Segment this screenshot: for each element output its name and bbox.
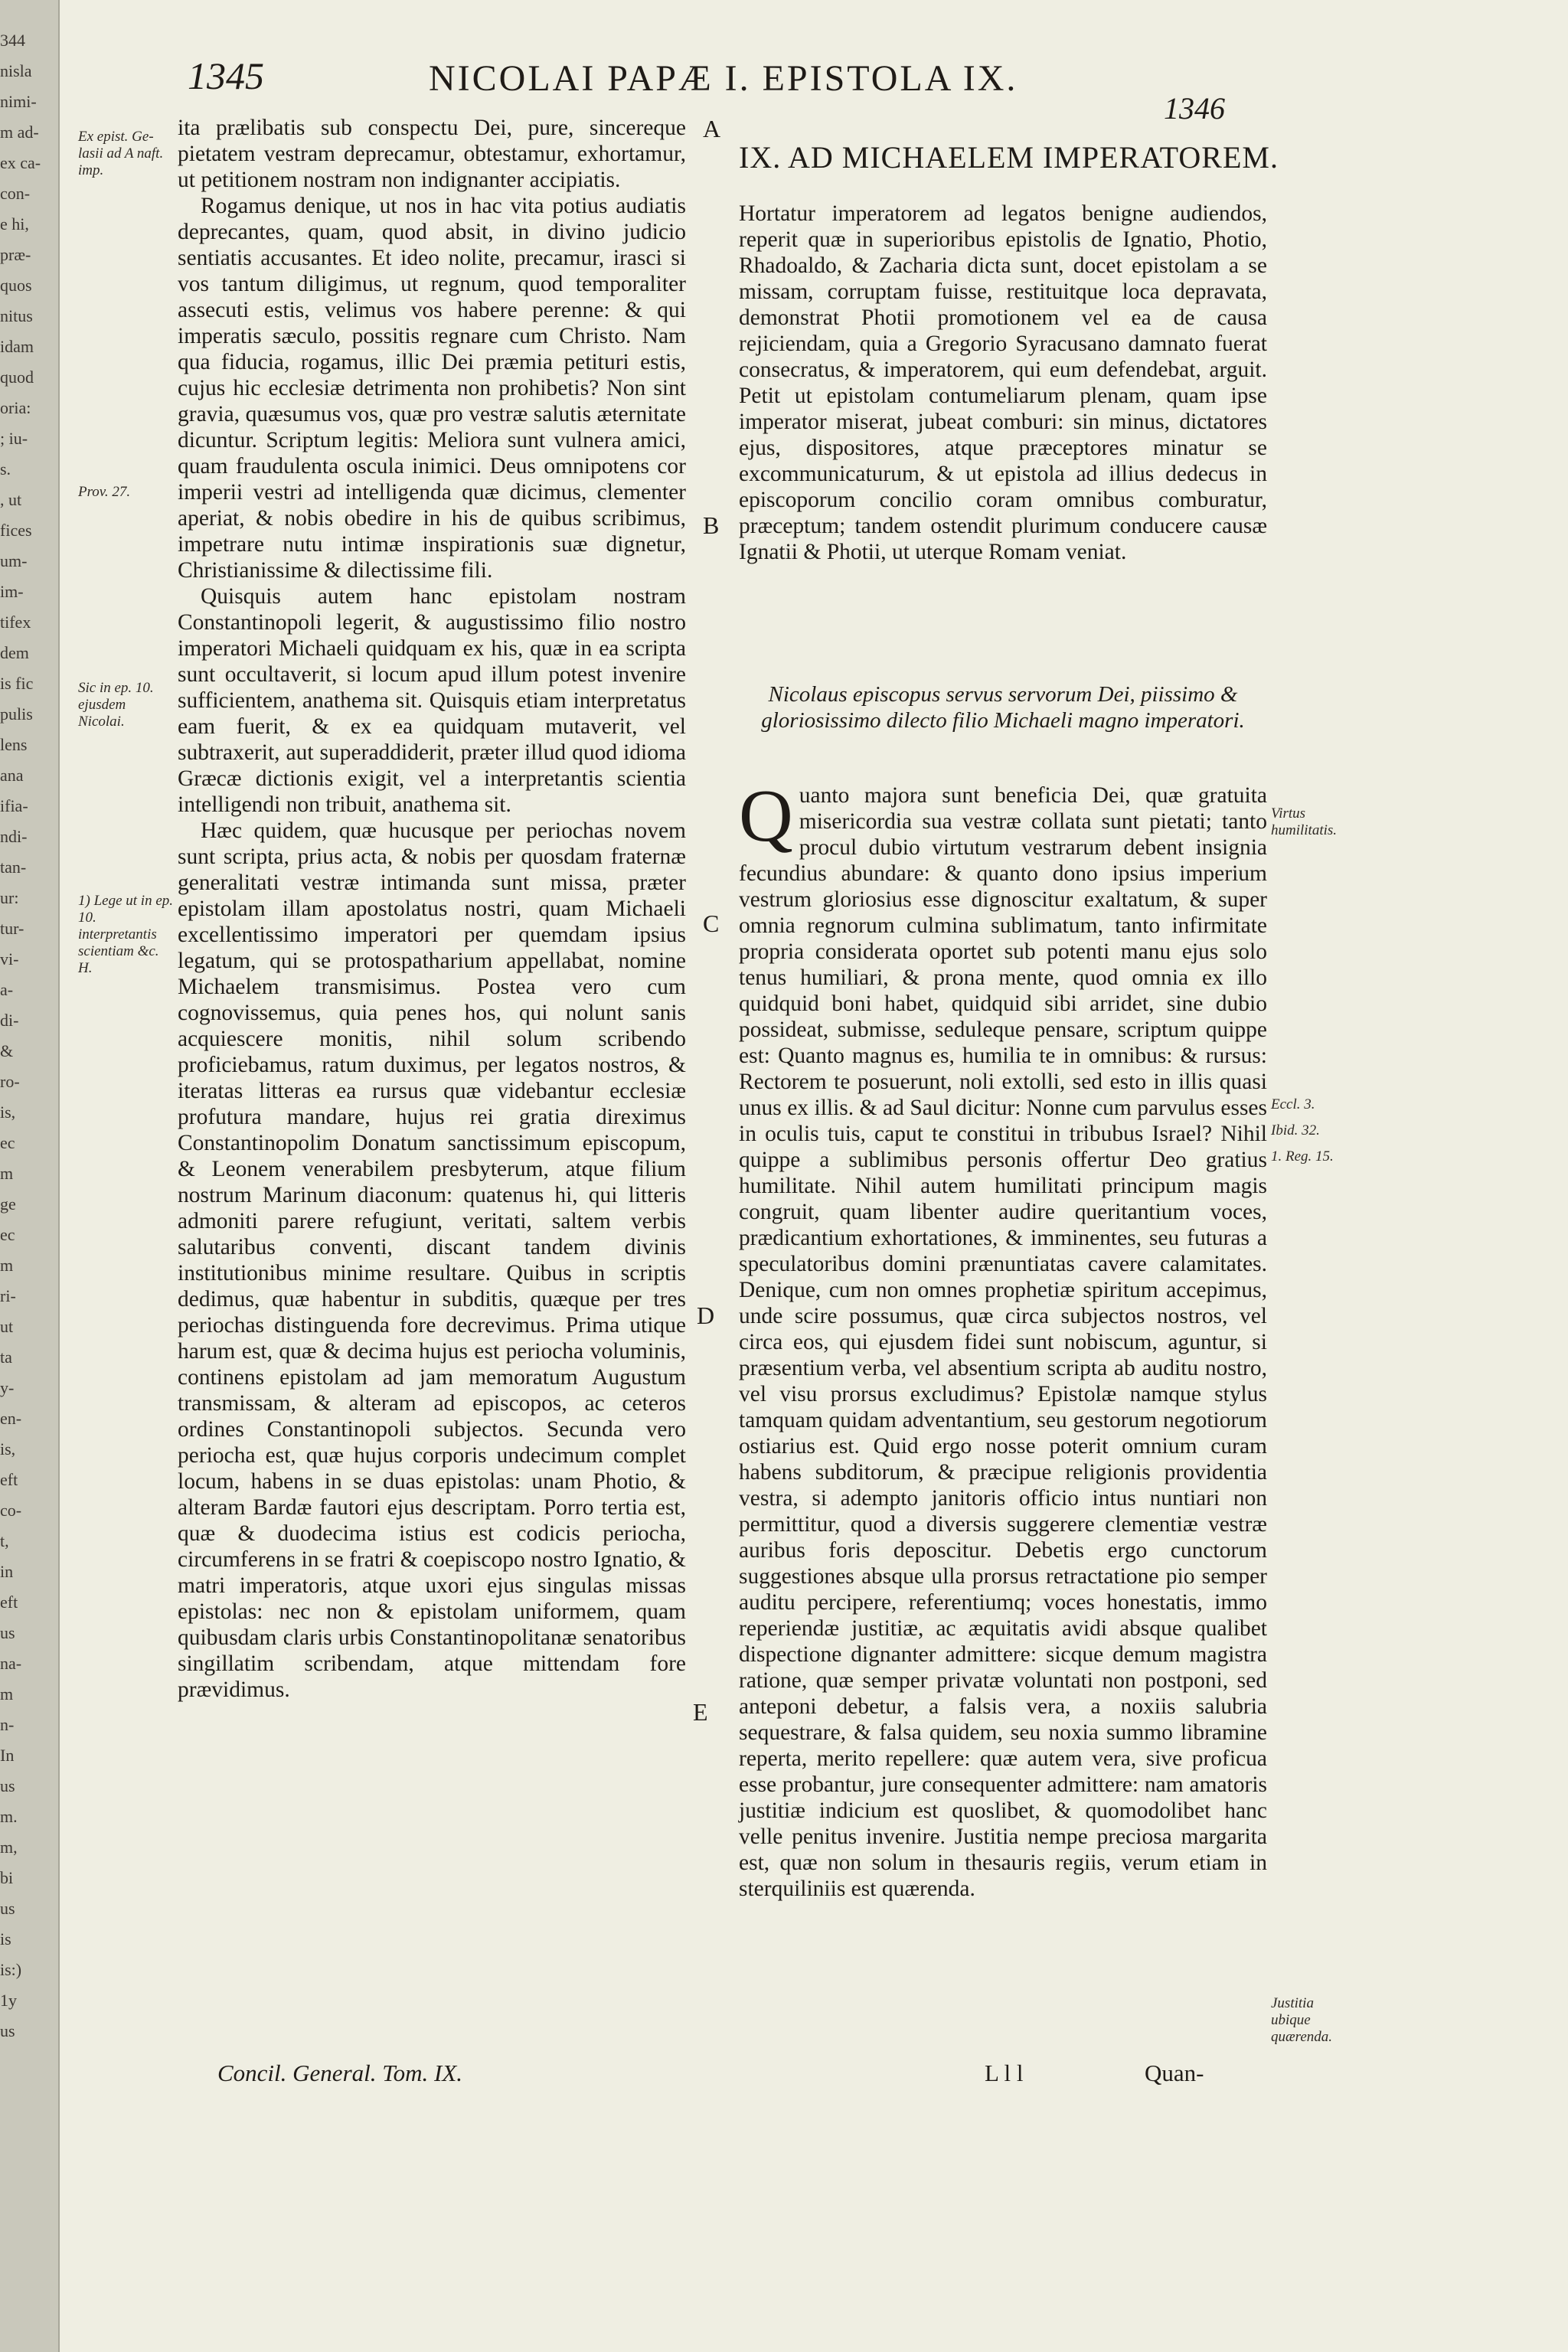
edge-fragment: tan- [0,858,27,877]
dropcap: Q [739,775,793,858]
edge-fragment: co- [0,1501,22,1520]
edge-fragment: t, [0,1531,9,1550]
edge-fragment: is, [0,1439,16,1459]
edge-fragment: en- [0,1409,22,1428]
edge-fragment: e hi, [0,214,29,234]
edge-fragment: oria: [0,398,31,417]
paragraph: Hæc quidem, quæ hucusque per periochas novem sunt scripta, prius acta, & nobis per quosdam fraternæ generalitati vestræ intimanda sunt missa, præter epistolam illam apostolatus nostri, quam Michaeli excellentissimo imperatori per quemdam ipsius legatum, qui se protospatharium appellabat, nomine Michaelem transmisimus. Postea vero cum cognovissemus, quia penes hos, qui nolunt sanis acquiescere monitis, nihil solum scribendo proficiebamus, ratum duximus, per legatos nostros, & iteratas litteras ea rursus quæ videbantur ecclesiæ profutura mandare, hujus rei gratia direximus Constantinopolim Donatum sanctissimum episcopum, & Leonem venerabilem presbyterum, atque filium nostrum Marinum diaconum: quatenus hi, qui litteris admoniti parere refugiunt, veritati, saltem verbis salutaribus conventi, discant tandem divinis institutionibus minime resultare. Quibus in scriptis dedimus, quæ habentur in subditis, quæque per tres periochas distinguenda fore decrevimus. Prima utique harum est, quæ & decima hujus est periocha voluminis, continens epistolam ad jam memoratum Augustum transmissam, & alteram ad episcopos, ac ceteros ordines Constantinopoli subjectos. Secunda vero periocha est, quæ hujus corporis undecimum complet locum, habens in se duas epistolas: unam Photio, & alteram Bardæ fautori ejus descriptam. Porro tertia est, quæ & duodecima istius est codicis periocha, circumferens in se fratri & coepiscopo nostro Ignatio, & matri imperatoris, atque uxori ejus singulas missas epistolas: nec non & epistolam uniformem, quam quibusdam claris urbis Constantinopolitanæ senatoribus singillatim scribendam, atque mittendam fore prævidimus. [178,818,686,1702]
edge-fragment: ana [0,766,24,785]
edge-fragment: præ- [0,245,31,264]
edge-fragment: ri- [0,1286,16,1305]
left-column [178,115,686,1703]
edge-fragment: ro- [0,1072,20,1091]
edge-fragment: is, [0,1102,16,1122]
edge-fragment: m. [0,1807,18,1826]
edge-fragment: im- [0,582,24,601]
right-page-number: 1346 [1164,91,1225,126]
edge-fragment: ut [0,1317,14,1336]
edge-fragment: fices [0,521,32,540]
margin-note: Ibid. 32. [1271,1122,1320,1138]
edge-fragment: ndi- [0,827,28,846]
edge-fragment: tur- [0,919,24,938]
margin-note: Sic in ep. 10. ejusdem Nicolai. [78,680,154,730]
letter-summary [739,201,1267,565]
edge-fragment: y- [0,1378,15,1397]
margin-note: Eccl. 3. [1271,1096,1315,1112]
edge-fragment: vi- [0,949,19,969]
edge-fragment: na- [0,1654,22,1673]
edge-fragment: 344 [0,31,25,50]
section-title: IX. AD MICHAELEM IMPERATOREM. [739,140,1279,175]
margin-note: Ex epist. Ge-lasii ad A naft. imp. [78,129,164,178]
section-letter: D [697,1302,715,1329]
edge-fragment: con- [0,184,31,203]
edge-fragment: eft [0,1470,18,1489]
section-letter: E [693,1698,708,1726]
edge-fragment: bi [0,1868,14,1887]
right-column-body [739,775,1267,1902]
edge-fragment: us [0,2021,15,2040]
body-text: uanto majora sunt beneficia Dei, quæ gratuita misericordia sua vestræ collata sunt pietati; tanto procul dubio virtutum vestrarum debent insignia fecundius abundare: & quanto dono ipsius imperium vestrum gloriosius esse dignoscitur exaltatum, & super omnia regnorum culmina sublimatum, tanto infirmitate propria considerata oportet sub potenti manu ejus solo tenus humiliari, & prona mente, quod omnia ex illo quidquid boni habet, quidquid sibi arridet, sine dubio possideat, submisse, seduleque pensare, scriptum quippe est: Quanto magnus es, humilia te in omnibus: & rursus: Rectorem te posuerunt, noli extolli, sed esto in illis quasi unus ex illis. & ad Saul dicitur: Nonne cum parvulus esses in oculis tuis, caput te constitui in tribubus Israel? Nihil quippe a sublimibus personis offertur Deo gratius humilitate. Nihil autem humilitati principum magis congruit, quam libenter audire queritantium voces, prædicantium exhortationes, & imminentes, seu futuras a speculatoribus domini prænuntiatas cavere calamitates. Denique, cum non omnes prophetiæ spiritum accepimus, unde scire possumus, quæ circa subjectos nostros, vel circa eos, qui ejusdem fidei sunt nobiscum, aguntur, si præsentium verba, vel absentium scripta ab auditu nostro, vel visu prorsus excludimus? Epistolæ namque stylus tamquam quidam adventantium, seu gestorum negotiorum ostiarius est. Quid ergo nosse poterit omnium curam habens subditorum, & præcipue religionis providentia vestra, si adempto janitoris officio intus nuntiari non permittitur, quod a diversis suggerere clementiæ vestræ auribus foris deposcitur. Debetis ergo cunctorum suggestiones absque ulla prorsus retractatione pio semper auditu percipere, referentiumq; voces honestatis, immo reperiendæ justitiæ, ac æquitatis avidi absque qualibet dispectione dignanter admittere: sicque demum magistra ratione, quæ semper privatæ voluntati non postponi, sed anteponi debetur, a falsis vera, a noxiis salubria sequestrare, & falsa quidem, seu noxia summo libramine reperta, merito repellere: quæ autem vera, sive proficua esse probantur, jure consequenter admittere: nam amatoris justitiæ indicium est quoslibet, & quomodolibet hanc velle penitus invenire. Justitia nempe preciosa margarita est, quæ non solum in thesauris regiis, verum etiam in sterquiliniis est quærenda. [739,783,1267,1901]
edge-fragment: us [0,1776,15,1795]
section-letter: C [703,910,720,937]
edge-fragment: nitus [0,306,33,325]
edge-fragment: us [0,1899,15,1918]
edge-fragment: , ut [0,490,22,509]
margin-note: Justitia ubique quærenda. [1271,1995,1333,2045]
volume-footer: Concil. General. Tom. IX. [217,2060,463,2086]
left-page-number: 1345 [188,54,264,97]
edge-fragment: di- [0,1011,19,1030]
edge-fragment: m [0,1684,14,1704]
edge-fragment: lens [0,735,28,754]
edge-fragment: in [0,1562,14,1581]
edge-fragment: 1y [0,1991,17,2010]
edge-fragment: a- [0,980,14,999]
edge-fragment: us [0,1623,15,1642]
section-letter: B [703,511,720,539]
edge-fragment: nimi- [0,92,37,111]
edge-fragment: quos [0,276,32,295]
paragraph: Quisquis autem hanc epistolam nostram Constantinopoli legerit, & augustissimo filio nostro imperatori Michaeli quidquam ex his, quæ in ea scripta sunt occultaverit, si locum apud illum potest invenire sufficientem, anathema sit. Quisquis etiam interpretatus eam fuerit, & ex ea quidquam mutaverit, vel subtraxerit, aut superaddiderit, præter illud quod idioma Græcæ dictionis exigit, vel a interpretantis scientia intelligendi non tribuit, anathema sit. [178,584,686,817]
edge-fragment: ifia- [0,796,28,815]
paragraph: Rogamus denique, ut nos in hac vita potius audiatis deprecantes, quam, quod absit, in divino judicio sentiatis accusantes. Et ideo nolite, precamur, irasci si vos tantum diligimus, ut regnum, quod temporaliter assecuti estis, velimus vos habere perenne: & qui imperatis sæculo, possitis regnare cum Christo. Nam qua fiducia, rogamus, illic Dei præmia petituri estis, cujus hic ecclesiæ detrimenta non prohibetis? Non sint gravia, quæsumus vos, quæ pro vestræ salutis æternitate dicuntur. Scriptum legitis: Meliora sunt vulnera amici, quam fraudulenta oscula inimici. Deus omnipotens cor imperii vestri ad intelligenda quæ dicimus, clementer aperiat, & nobis obedire in his de quibus scribimus, impetrare nutu intimæ inspirationis suæ dignetur, Christianissime & dilectissime fili. [178,194,686,583]
margin-note: 1) Lege ut in ep. 10. interpretantis scientiam &c. H. [78,893,174,976]
margin-note: Prov. 27. [78,484,131,500]
edge-fragment: ec [0,1225,15,1244]
edge-fragment: is [0,1929,11,1949]
margin-note: 1. Reg. 15. [1271,1148,1334,1165]
edge-fragment: is:) [0,1960,22,1979]
summary-text: Hortatur imperatorem ad legatos benigne audiendos, reperit quæ in superioribus epistolis de Ignatio, Photio, Rhadoaldo, & Zacharia dicta sunt, docet epistolam a se missam, corruptam fuisse, restituitque loca depravata, demonstrat Photii promotionem vel ea de causa rejiciendam, quia a Gregorio Syracusano damnato fuerat consecratus, & imperatorem, qui eum defendebat, arguit. Petit ut epistolam contumeliarum plenam, quam ipse imperator miserat, jubeat comburi: sin minus, dictatores ejus, dispositores, atque præceptores minatur se excommunicaturum, & ut epistola ad illius dedecus in episcoporum concilio coram omnibus comburatur, præceptum; tandem ostendit plurimum conducere causæ Ignatii & Photii, ut uterque Romam veniat. [739,201,1267,564]
edge-fragment: m [0,1164,14,1183]
edge-fragment: pulis [0,704,33,724]
previous-page-edge [0,0,60,2352]
edge-fragment: ur: [0,888,19,907]
edge-fragment: m ad- [0,122,39,142]
section-letter: A [703,115,721,142]
edge-fragment: ; iu- [0,429,28,448]
edge-fragment: ge [0,1194,16,1214]
edge-fragment: m [0,1256,14,1275]
edge-fragment: ec [0,1133,15,1152]
margin-note: Virtus humilitatis. [1271,805,1338,838]
catchword: Quan- [1145,2060,1204,2086]
signature-mark: L l l [985,2060,1024,2086]
edge-fragment: ta [0,1348,12,1367]
paragraph: ita prælibatis sub conspectu Dei, pure, sincereque pietatem vestram deprecamur, obtestamur, exhortamur, ut petitionem nostram non indignanter accipiatis. [178,116,686,192]
edge-fragment: tifex [0,612,31,632]
edge-fragment: ex ca- [0,153,41,172]
edge-fragment: m, [0,1838,18,1857]
edge-fragment: eft [0,1592,18,1612]
edge-fragment: n- [0,1715,15,1734]
edge-fragment: s. [0,459,11,479]
edge-fragment: In [0,1746,15,1765]
edge-fragment: & [0,1041,14,1060]
edge-fragment: um- [0,551,28,570]
edge-fragment: nisla [0,61,32,80]
salutation: Nicolaus episcopus servus servorum Dei, piissimo & gloriosissimo dilecto filio Michaeli magno imperatori. [761,682,1245,733]
edge-fragment: quod [0,368,34,387]
edge-fragment: idam [0,337,34,356]
edge-fragment: is fic [0,674,34,693]
running-head: NICOLAI PAPÆ I. EPISTOLA IX. [429,58,1018,99]
edge-fragment: dem [0,643,29,662]
